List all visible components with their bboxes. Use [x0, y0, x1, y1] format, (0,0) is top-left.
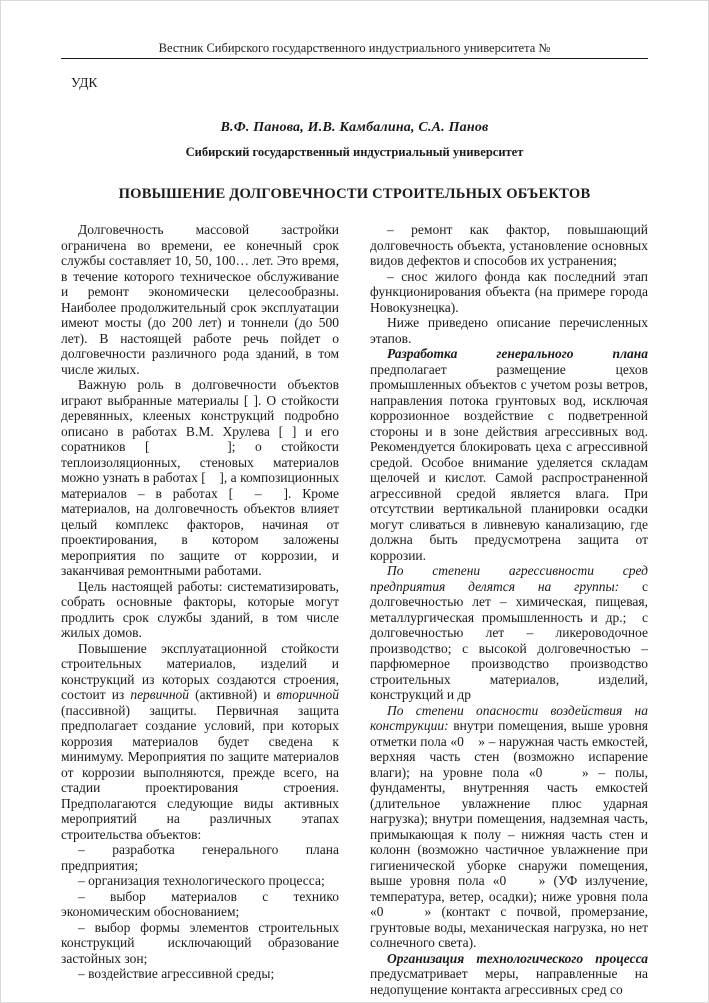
- paragraph: [370, 222, 648, 269]
- udk-label: УДК: [71, 75, 98, 90]
- text-run: Повышение эксплуатационной стойкости строительных материалов, изделий и конструкций из которых создаются строения, состоит из: [61, 640, 339, 702]
- article-body: [61, 222, 648, 997]
- text-run: – выбор формы элементов строительных конструкций исключающий образование застойных зон;: [61, 919, 339, 966]
- right-column: [370, 222, 648, 997]
- text-run: По степени опасности воздействия на конструкции:: [370, 702, 648, 733]
- text-run: (пассивной) защиты. Первичная защита предполагает создание условий, при которых коррозия материалов будет сведена к минимуму. Мероприятия по защите материалов от коррозии выполняются, прежде всего, на стадии проектирования строения. Предполагаются следующие виды активных мероприятий на различных этапах строительства объектов:: [61, 702, 339, 842]
- text-run: Организация технологического процесса: [387, 950, 648, 966]
- text-run: предусматривает меры, направленные на недопущение контакта агрессивных сред со: [370, 966, 648, 997]
- text-run: – воздействие агрессивной среды;: [78, 966, 275, 981]
- text-run: (активной) и: [189, 687, 277, 702]
- text-run: Ниже приведено описание перечисленных этапов.: [370, 315, 648, 346]
- paragraph: [61, 920, 339, 967]
- paragraph: [61, 966, 339, 982]
- text-run: предполагает размещение цехов промышленных объектов с учетом розы ветров, направления потока грунтовых вод, исключая коррозионное воздействие с подветренной стороны и в зоне действия агрессивных вод. Рекомендуется блокировать цеха с агрессивной средой. Особое внимание уделяется складам щелочей и кислот. Самой распространенной агрессивной средой является влага. При отсутствии вертикальной планировки осадки могут сливаться в ливневую канализацию, где должна быть предусмотрена защита от коррозии.: [370, 361, 648, 563]
- text-run: – снос жилого фонда как последний этап функционирования объекта (на примере города Новокузнецка).: [370, 268, 648, 315]
- paragraph: [61, 641, 339, 843]
- text-run: – выбор материалов с технико экономическим обоснованием;: [61, 888, 339, 919]
- text-run: – разработка генерального плана предприятия;: [61, 842, 339, 873]
- paragraph: [370, 269, 648, 316]
- paragraph: [61, 222, 339, 377]
- paragraph: [370, 951, 648, 998]
- paragraph: [61, 377, 339, 579]
- paragraph: [370, 315, 648, 346]
- text-run: внутри помещения, выше уровня отметки пола «0 » – наружная часть емкостей, верхняя часть стен (возможно испарение влаги); на уровне пола «0 » – полы, фундаменты, внутренняя часть емкостей (длительное увлажнение плюс ударная нагрузка); внутри помещения, надземная часть, примыкающая к полу – нижняя часть стен и колонн (возможно частичное увлажнение при гигиенической уборке снаружи помещения, выше уровня пола «0 » (УФ излучение, температура, ветер, осадки); ниже уровня пола «0 » (контакт с почвой, промерзание, грунтовые воды, механическая нагрузка, но нет солнечного света).: [370, 718, 648, 950]
- paragraph: [370, 703, 648, 951]
- text-run: – ремонт как фактор, повышающий долговечность объекта, установление основных видов дефектов и способов их устранения;: [370, 222, 648, 268]
- left-column: [61, 222, 339, 997]
- paragraph: [370, 563, 648, 703]
- authors-line: В.Ф. Панова, И.В. Камбалина, С.А. Панов: [220, 120, 489, 135]
- text-run: Важную роль в долговечности объектов играют выбранные материалы [ ]. О стойкости деревянных, клееных конструкций подробно описано в работах В.М. Хрулева [ ] и его соратников [ ]; о стойкости теплоизоляционных, стеновых материалов можно узнать в работах [ ], а композиционных материалов – в работах [ – ]. Кроме материалов, на долговечность объектов влияет целый комплекс факторов, начиная от проектирования, в котором заложены мероприятия по защите от коррозии, и заканчивая ремонтными работами.: [61, 377, 339, 578]
- text-run: Цель настоящей работы: систематизировать, собрать основные факторы, которые могут продлить срок службы зданий, в том числе жилых домов.: [61, 578, 339, 640]
- paragraph: [61, 842, 339, 873]
- running-head: Вестник Сибирского государственного индустриального университета №: [158, 41, 551, 55]
- header-rule: [61, 58, 648, 59]
- text-run: Долговечность массовой застройки ограничена во времени, ее конечный срок службы составляет 10, 50, 100… лет. Это время, в течение которого техническое обслуживание и ремонт экономически целесообразны. Наиболее продолжительный срок эксплуатации имеют мосты (до 200 лет) и тоннели (до 500 лет). В настоящей работе речь пойдет о долговечности различного рода зданий, в том числе жилых.: [61, 222, 339, 377]
- article-title: ПОВЫШЕНИЕ ДОЛГОВЕЧНОСТИ СТРОИТЕЛЬНЫХ ОБЪЕКТОВ: [118, 186, 591, 202]
- text-run: По степени агрессивности сред предприятия делятся на группы:: [370, 563, 648, 594]
- text-run: – организация технологического процесса;: [78, 873, 325, 888]
- text-run: с долговечностью лет – химическая, пищевая, металлургическая промышленность и др.; с долговечностью лет – ликероводочное производство; с высокой долговечностью – парфюмерное производство производство строительных материалов, изделий, конструкций и др: [370, 578, 648, 702]
- affiliation-line: Сибирский государственный индустриальный университет: [185, 145, 524, 159]
- text-run: Разработка генерального плана: [387, 346, 648, 361]
- paragraph: [370, 346, 648, 563]
- text-run: первичной: [130, 687, 190, 702]
- paragraph: [61, 889, 339, 920]
- text-run: вторичной: [276, 687, 339, 702]
- paragraph: [61, 579, 339, 641]
- paragraph: [61, 873, 339, 889]
